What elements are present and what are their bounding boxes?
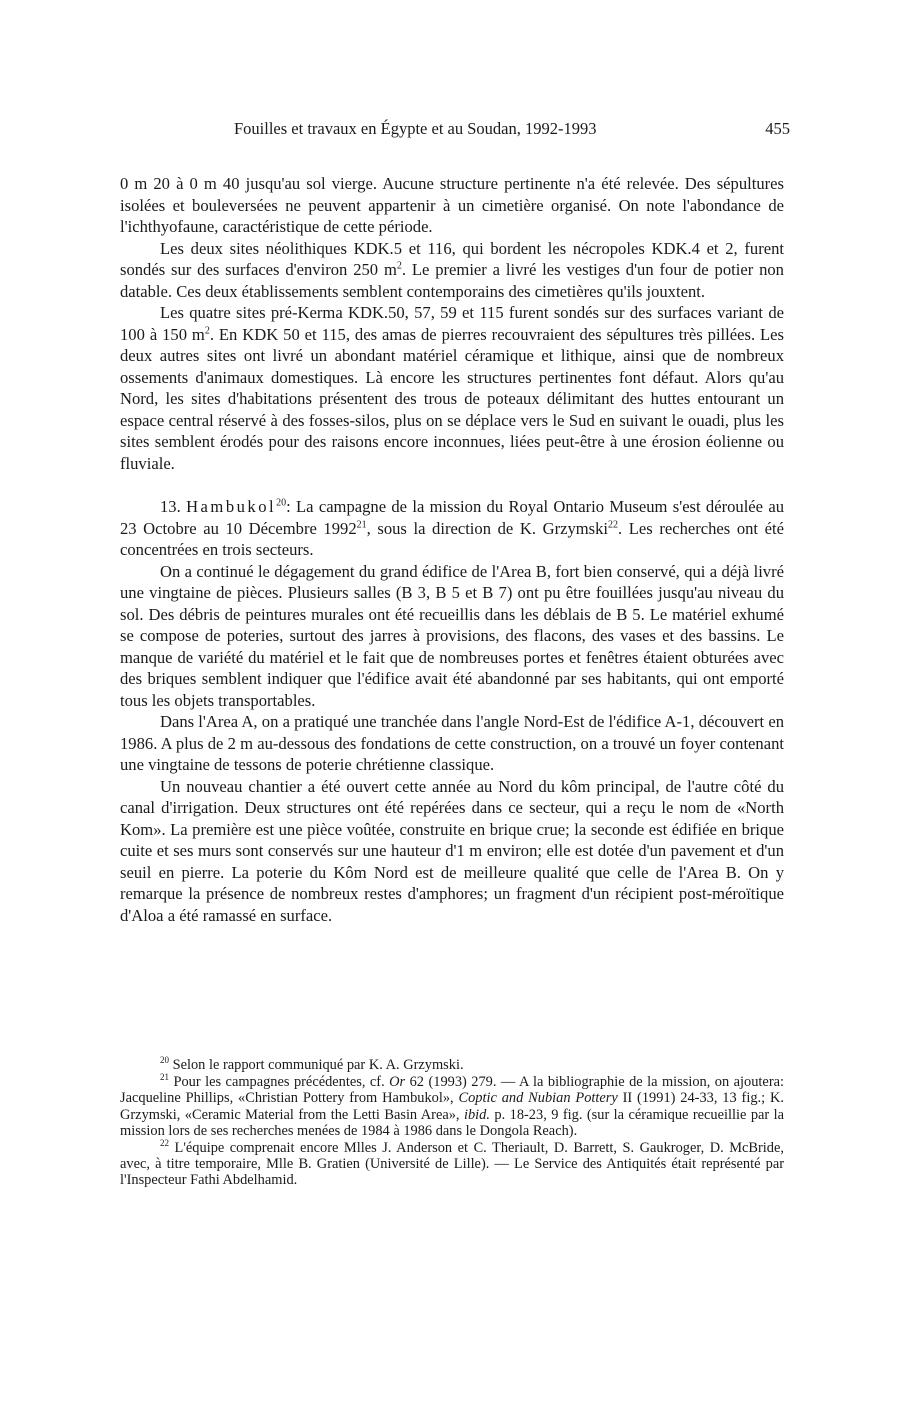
footnote-ref[interactable]: 22	[608, 518, 619, 530]
section-paragraph: 13. Hambukol$^{20}$: La campagne de la mission du Royal Ontario Museum s'est déroulée au 23 Octobre au 10 Décembre 1992$^{21}$, sous la direction de K. Grzymski$^{22}$. Les recherches ont été concentrées en trois secteurs.	[120, 497, 785, 559]
superscript: 2	[204, 324, 210, 336]
running-header	[234, 119, 790, 141]
footnote-ref[interactable]: 20	[276, 497, 287, 509]
page-number: 455	[765, 119, 790, 138]
footnote: $^{20}$ Selon le rapport communiqué par K. A. Grzymski.	[160, 1055, 464, 1073]
paragraph: Un nouveau chantier a été ouvert cette année au Nord du kôm principal, de l'autre côté du canal d'irrigation. Deux structures ont été repérées dans ce secteur, qui a reçu le nom de «North Kom». La première est une pièce voûtée, construite en brique crue; la seconde est édifiée en brique cuite et ses murs sont conservés sur une hauteur d'1 m environ; elle est dotée d'un pavement et d'un seuil en pierre. La poterie du Kôm Nord est de meilleure qualité que celle de l'Area B. On y remarque la présence de nombreux restes d'amphores; un fragment d'un récipient post-méroïtique d'Aloa a été ramassé en surface.	[120, 776, 784, 925]
paragraph: Les deux sites néolithiques KDK.5 et 116, qui bordent les nécropoles KDK.4 et 2, furent sondés sur des surfaces d'environ 250 $m^2$. Le premier a livré les vestiges d'un four de potier non datable. Ces deux établissements semblent contemporains des cimetières qu'ils jouxtent.	[120, 238, 784, 301]
paragraph: 0 m 20 à 0 m 40 jusqu'au sol vierge. Aucune structure pertinente n'a été relevée. Des sépultures isolées et bouleversées ne peuvent appartenir à un cimetière organisé. On note l'abondance de l'ichthyofaune, caractéristique de cette période.	[120, 174, 784, 236]
main-text	[120, 173, 784, 926]
paragraph: Les quatre sites pré-Kerma KDK.50, 57, 59 et 115 furent sondés sur des surfaces variant de 100 à 150 $m^2$. En KDK 50 et 115, des amas de pierres recouvraient des sépultures très pillées. Les deux autres sites ont livré un abondant matériel céramique et lithique, ainsi que de nombreux ossements d'animaux domestiques. Là encore les structures pertinentes font défaut. Alors qu'au Nord, les sites d'habitations présentent des trous de poteaux délimitant des huttes entourant un espace central réservé à des fosses-silos, plus on se déplace vers le Sud en suivant le ouadi, plus les sites semblent érodés pour des raisons encore inconnues, liées peut-être à une érosion éolienne ou fluviale.	[120, 303, 785, 473]
footnotes	[120, 1057, 784, 1190]
site-name: Hambukol	[186, 497, 277, 516]
footnote: $^{21}$ Pour les campagnes précédentes, cf. Or 62 (1993) 279. — A la bibliographie de la mission, on ajoutera: Jacqueline Phillips, «Christian Pottery from Hambukol», Coptic and Nubian Pottery II (1991) 24-33, 13 fig.; K. Grzymski, «Ceramic Material from the Letti Basin Area», ibid. p. 18-23, 9 fig. (sur la céramique recueillie par la mission lors de ses recherches menées de 1984 à 1986 dans le Dongola Reach).	[120, 1072, 785, 1139]
footnote-ref[interactable]: 21	[356, 518, 367, 530]
footnote: $^{22}$ L'équipe comprenait encore Mlles J. Anderson et C. Theriault, D. Barrett, S. Gaukroger, D. McBride, avec, à titre temporaire, Mlle B. Gratien (Université de Lille). — Le Service des Antiquités était représenté par l'Inspecteur Fathi Abdelhamid.	[120, 1138, 784, 1189]
section-number: 13.	[160, 497, 181, 516]
paragraph: On a continué le dégagement du grand édifice de l'Area B, fort bien conservé, qui a déjà livré une vingtaine de pièces. Plusieurs salles (B 3, B 5 et B 7) ont pu être fouillées jusqu'au niveau du sol. Des débris de peintures murales ont été recueillis dans les déblais de B 5. Le matériel exhumé se compose de poteries, surtout des jarres à provisions, des flacons, des vases et des bassins. Le manque de variété du matériel et le fait que de nombreuses portes et fenêtres étaient obturées avec des briques semblent indiquer que l'édifice avait été abandonné par ses habitants, qui ont emporté tous les objets transportables.	[120, 561, 784, 710]
running-title: Fouilles et travaux en Égypte et au Soudan, 1992-1993	[234, 119, 597, 138]
superscript: 2	[396, 260, 402, 272]
paragraph: Dans l'Area A, on a pratiqué une tranchée dans l'angle Nord-Est de l'édifice A-1, découvert en 1986. A plus de 2 m au-dessous des fondations de cette construction, on a trouvé un foyer contenant une vingtaine de tessons de poterie chrétienne classique.	[120, 712, 784, 774]
